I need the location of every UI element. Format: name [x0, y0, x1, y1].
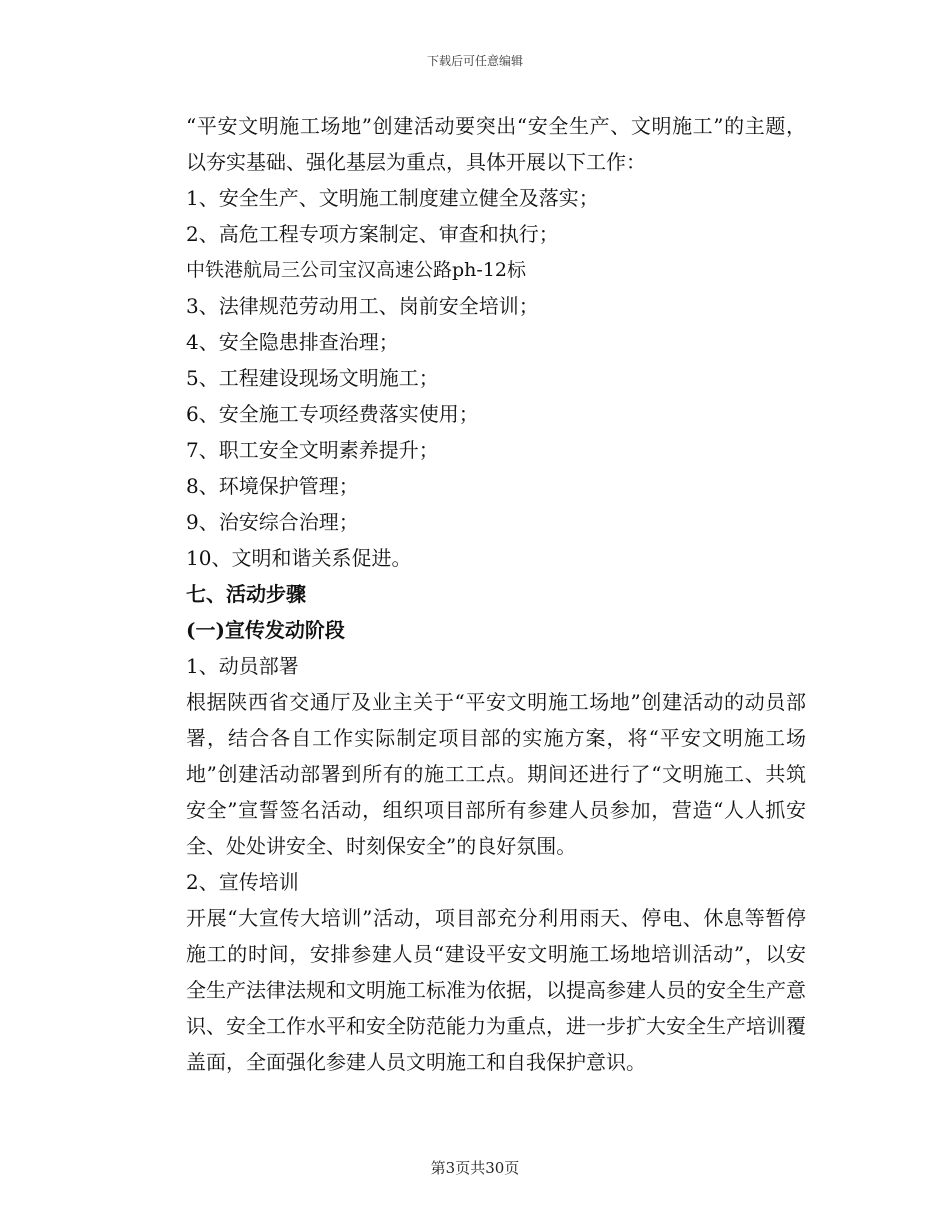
section-heading: 七、活动步骤 [186, 582, 306, 606]
list-item: 6、安全施工专项经费落实使用； [186, 402, 479, 426]
list-item: 2、高危工程专项方案制定、审查和执行； [186, 222, 559, 246]
list-item: 3、法律规范劳动用工、岗前安全培训； [186, 294, 539, 318]
section-note: 中铁港航局三公司宝汉高速公路ph-12标 [186, 259, 526, 281]
page-footer: 第3页共30页 [430, 1159, 520, 1177]
subsection-heading: (一)宣传发动阶段 [186, 618, 345, 642]
list-item: 8、环境保护管理； [186, 474, 359, 498]
list-item: 1、安全生产、文明施工制度建立健全及落实； [186, 186, 599, 210]
paragraph: 根据陕西省交通厅及业主关于“平安文明施工场地”创建活动的动员部署，结合各自工作实际制定项目部的实施方案，将“平安文明施工场地”创建活动部署到所有的施工工点。期间还进行了“文明施工、共筑安全”宣誓签名活动，组织项目部所有参建人员参加，营造“人人抓安全、处处讲安全、时刻保安全”的良好氛围。 [186, 690, 806, 858]
list-item: 5、工程建设现场文明施工； [186, 366, 439, 390]
item-heading: 2、宣传培训 [186, 870, 299, 894]
paragraph: 开展“大宣传大培训”活动，项目部充分利用雨天、停电、休息等暂停施工的时间，安排参建人员“建设平安文明施工场地培训活动”，以安全生产法律法规和文明施工标准为依据，以提高参建人员的安全生产意识、安全工作水平和安全防范能力为重点，进一步扩大安全生产培训覆盖面，全面强化参建人员文明施工和自我保护意识。 [186, 906, 806, 1074]
page-header: 下载后可任意编辑 [426, 54, 523, 68]
list-item: 10、文明和谐关系促进。 [186, 546, 412, 570]
item-heading: 1、动员部署 [186, 654, 299, 678]
list-item: 9、治安综合治理； [186, 510, 359, 534]
list-item: 7、职工安全文明素养提升； [186, 438, 439, 462]
list-item: 4、安全隐患排查治理； [186, 330, 399, 354]
paragraph: “平安文明施工场地”创建活动要突出“安全生产、文明施工”的主题，以夯实基础、强化基层为重点，具体开展以下工作： [186, 114, 806, 174]
document-body [144, 108, 806, 1080]
